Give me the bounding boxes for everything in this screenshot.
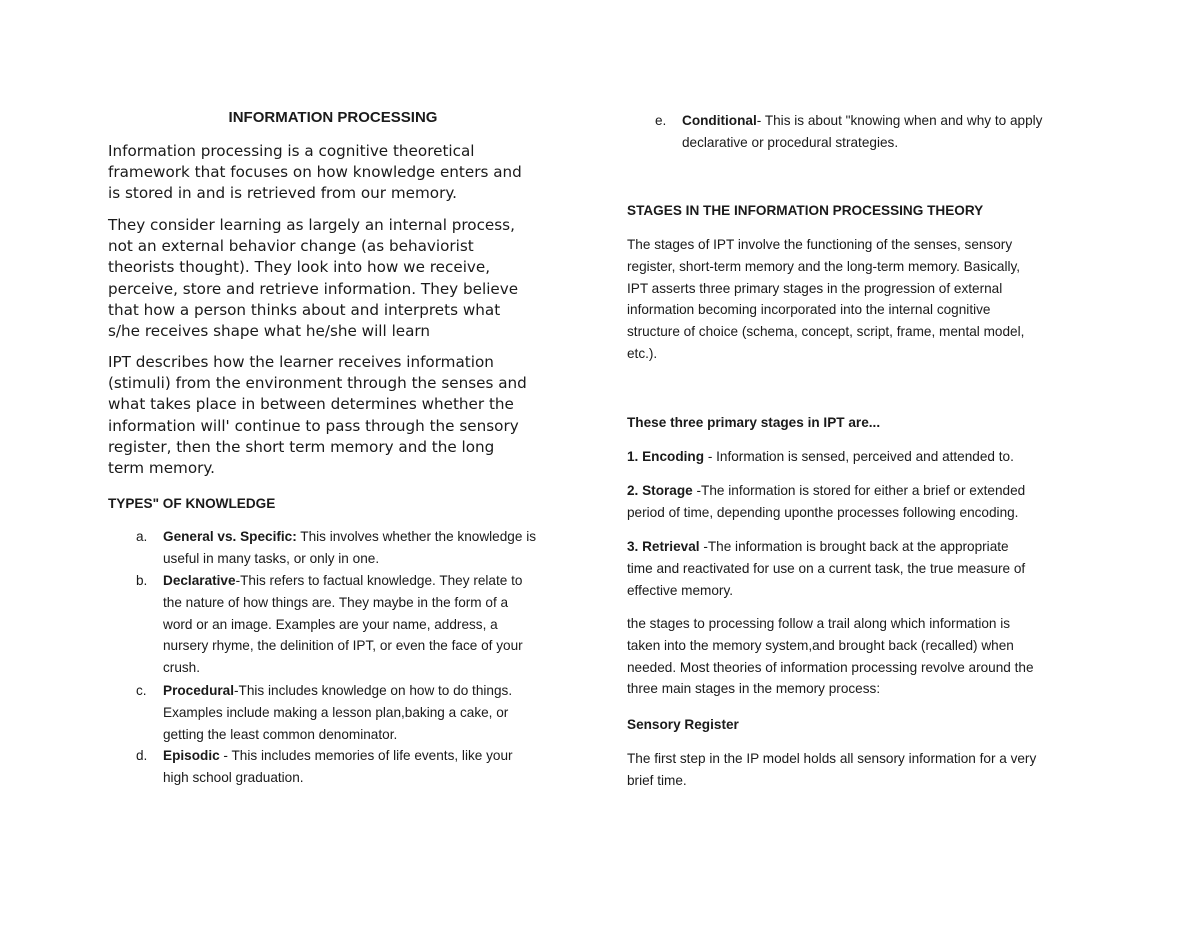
text-line: the stages to processing follow a trail along which information is xyxy=(627,616,1011,631)
text-line: crush. xyxy=(163,660,201,676)
text-line: etc.). xyxy=(627,345,658,361)
document-title: INFORMATION PROCESSING xyxy=(228,109,438,126)
stage-encoding xyxy=(627,446,1097,468)
list-item-term: Episodic xyxy=(163,748,220,763)
text-line: The first step in the IP model holds all sensory information for a very xyxy=(627,751,1037,766)
text-line: (stimuli) from the environment through the senses and xyxy=(108,374,527,393)
text-line: term memory. xyxy=(108,459,216,478)
trail-paragraph xyxy=(627,613,1097,700)
text-line: s/he receives shape what he/she will learn xyxy=(108,322,431,341)
text-line: information will' continue to pass through the sensory xyxy=(108,416,519,435)
text-line: - Information is sensed, perceived and attended to. xyxy=(704,449,1014,464)
text-line: register, then the short term memory and the long xyxy=(108,437,495,456)
list-marker: c. xyxy=(136,683,147,698)
list-marker: d. xyxy=(136,748,148,763)
list-item-term: Conditional xyxy=(682,113,757,128)
text-line: period of time, depending uponthe processes following encoding. xyxy=(627,504,1019,520)
text-line: declarative or procedural strategies. xyxy=(682,134,899,150)
primary-stages-heading: These three primary stages in IPT are... xyxy=(627,415,881,430)
text-line: structure of choice (schema, concept, script, frame, mental model, xyxy=(627,324,1025,340)
text-line: useful in many tasks, or only in one. xyxy=(163,550,380,566)
stage-term: 2. Storage xyxy=(627,483,693,498)
text-line: -The information is brought back at the appropriate xyxy=(699,539,1009,554)
text-line: effective memory. xyxy=(627,582,734,598)
text-line: IPT asserts three primary stages in the progression of external xyxy=(627,280,1003,296)
text-line: - This is about "knowing when and why to apply xyxy=(756,113,1043,128)
text-line: information becoming incorporated into the internal cognitive xyxy=(627,302,991,318)
text-line: getting the least common denominator. xyxy=(163,726,398,742)
text-line: three main stages in the memory process: xyxy=(627,681,881,697)
types-heading: TYPES" OF KNOWLEDGE xyxy=(108,496,276,511)
text-line: They consider learning as largely an internal process, xyxy=(108,216,515,234)
text-line: theorists thought). They look into how we receive, xyxy=(108,258,491,277)
text-line: Information processing is a cognitive theoretical xyxy=(108,142,475,160)
stages-heading: STAGES IN THE INFORMATION PROCESSING THEORY xyxy=(627,203,984,218)
list-marker: a. xyxy=(136,529,148,544)
text-line: IPT describes how the learner receives information xyxy=(108,353,494,371)
text-line: brief time. xyxy=(627,772,687,788)
text-line: taken into the memory system,and brought back (recalled) when xyxy=(627,637,1014,653)
text-line: -This refers to factual knowledge. They relate to xyxy=(235,573,523,588)
stage-term: 3. Retrieval xyxy=(627,539,700,554)
list-marker: b. xyxy=(136,573,148,588)
text-line: is stored in and is retrieved from our memory. xyxy=(108,184,457,203)
text-line: nursery rhyme, the delinition of IPT, or even the face of your xyxy=(163,638,523,654)
text-line: framework that focuses on how knowledge enters and xyxy=(108,163,522,182)
text-line: not an external behavior change (as behaviorist xyxy=(108,237,474,256)
ipt-paragraph xyxy=(108,352,578,479)
list-item-term: Declarative xyxy=(163,573,236,588)
text-line: perceive, store and retrieve information. They believe xyxy=(108,279,519,298)
list-item-term: Procedural xyxy=(163,683,235,698)
text-line: what takes place in between determines whether the xyxy=(108,395,514,414)
sensory-register-paragraph xyxy=(627,748,1097,792)
text-line: word or an image. Examples are your name, address, a xyxy=(163,616,498,632)
text-line: - This includes memories of life events, like your xyxy=(219,748,513,763)
stage-storage xyxy=(627,480,1097,524)
text-line: high school graduation. xyxy=(163,769,304,785)
text-line: This involves whether the knowledge is xyxy=(296,529,537,544)
list-marker: e. xyxy=(655,113,667,128)
text-line: register, short-term memory and the long-term memory. Basically, xyxy=(627,258,1021,274)
learning-paragraph xyxy=(108,215,578,342)
sensory-register-heading: Sensory Register xyxy=(627,717,739,732)
stage-retrieval xyxy=(627,536,1097,601)
text-line: -This includes knowledge on how to do things. xyxy=(234,683,513,698)
text-line: -The information is stored for either a brief or extended xyxy=(692,483,1026,498)
stage-term: 1. Encoding xyxy=(627,449,705,464)
text-line: that how a person thinks about and interprets what xyxy=(108,300,501,319)
list-item-term: General vs. Specific: xyxy=(163,529,297,544)
intro-paragraph xyxy=(108,141,578,205)
text-line: Examples include making a lesson plan,baking a cake, or xyxy=(163,704,509,720)
text-line: The stages of IPT involve the functioning of the senses, sensory xyxy=(627,237,1013,252)
text-line: time and reactivated for use on a current task, the true measure of xyxy=(627,560,1026,576)
text-line: needed. Most theories of information processing revolve around the xyxy=(627,659,1034,675)
text-line: the nature of how things are. They maybe in the form of a xyxy=(163,594,509,610)
stages-paragraph xyxy=(627,234,1097,365)
